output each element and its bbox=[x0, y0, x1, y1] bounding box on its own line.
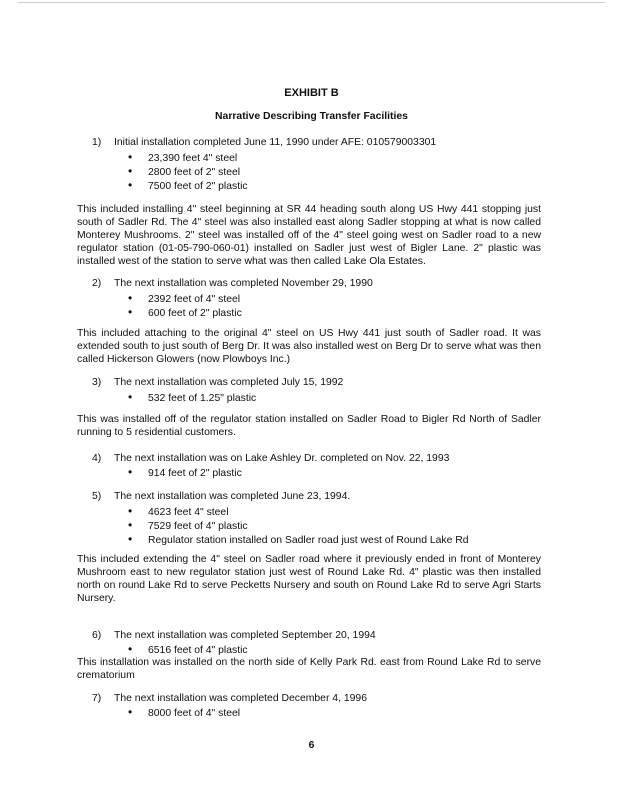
bullet-item: • 4623 feet 4" steel bbox=[128, 504, 229, 518]
paragraph: This included installing 4" steel beginning at SR 44 heading south along US Hwy 441 stopping just south of Sadler Rd. The 4" steel was also installed east along Sadler stopping at what is now called Monterey Mushrooms. 2" steel was installed off of the 4" steel going west on Sadler road to a new regulator station (01-05-790-060-01) installed on Sadler just west of Bigler Lane. 2" plastic was installed west of the station to serve what was then called Lake Ola Estates. bbox=[77, 204, 541, 267]
bullet-item: • 2392 feet of 4" steel bbox=[128, 291, 241, 305]
paragraph: This included extending the 4" steel on Sadler road where it previously ended in front of Monterey Mushroom east to new regulator station just west of Round Lake Rd. 4" plastic was then installed north on round Lake Rd to serve Pecketts Nursery and south on Round Lake Rd to serve Agri Starts Nursery. bbox=[77, 554, 541, 604]
bullet-item: • 6516 feet of 4" plastic bbox=[128, 642, 248, 656]
paragraph: This was installed off of the regulator station installed on Sadler Road to Bigler Rd North of Sadler running to 5 residential customers. bbox=[77, 414, 541, 438]
page-number: 6 bbox=[308, 740, 315, 751]
list-item: 7) The next installation was completed December 4, 1996 bbox=[92, 693, 367, 704]
list-item: 6) The next installation was completed September 20, 1994 bbox=[92, 630, 376, 641]
exhibit-title: EXHIBIT B bbox=[284, 87, 339, 99]
list-item: 4) The next installation was on Lake Ashley Dr. completed on Nov. 22, 1993 bbox=[92, 453, 450, 464]
paragraph: This installation was installed on the north side of Kelly Park Rd. east from Round Lake Rd to serve crematorium bbox=[77, 657, 541, 681]
bullet-item: • 8000 feet of 4" steel bbox=[128, 705, 241, 719]
bullet-item: • Regulator station installed on Sadler road just west of Round Lake Rd bbox=[128, 532, 469, 546]
scan-top-edge bbox=[18, 2, 605, 3]
bullet-item: • 7529 feet of 4" plastic bbox=[128, 518, 248, 532]
bullet-item: • 7500 feet of 2" plastic bbox=[128, 178, 248, 192]
list-item: 3) The next installation was completed July 15, 1992 bbox=[92, 377, 344, 388]
bullet-item: • 600 feet of 2" plastic bbox=[128, 305, 242, 319]
list-item: 2) The next installation was completed November 29, 1990 bbox=[92, 278, 373, 289]
bullet-item: • 2800 feet of 2" steel bbox=[128, 164, 241, 178]
document-subtitle: Narrative Describing Transfer Facilities bbox=[215, 111, 408, 122]
list-item: 5) The next installation was completed June 23, 1994. bbox=[92, 491, 351, 502]
paragraph: This included attaching to the original 4" steel on US Hwy 441 just south of Sadler road. It was extended south to just south of Berg Dr. It was also installed west on Berg Dr to serve what was then called Hickerson Glowers (now Plowboys Inc.) bbox=[77, 328, 541, 365]
bullet-item: • 532 feet of 1.25" plastic bbox=[128, 390, 257, 404]
bullet-item: • 914 feet of 2" plastic bbox=[128, 465, 242, 479]
list-item: 1) Initial installation completed June 11, 1990 under AFE: 010579003301 bbox=[92, 137, 437, 148]
bullet-item: • 23,390 feet 4" steel bbox=[128, 150, 238, 164]
